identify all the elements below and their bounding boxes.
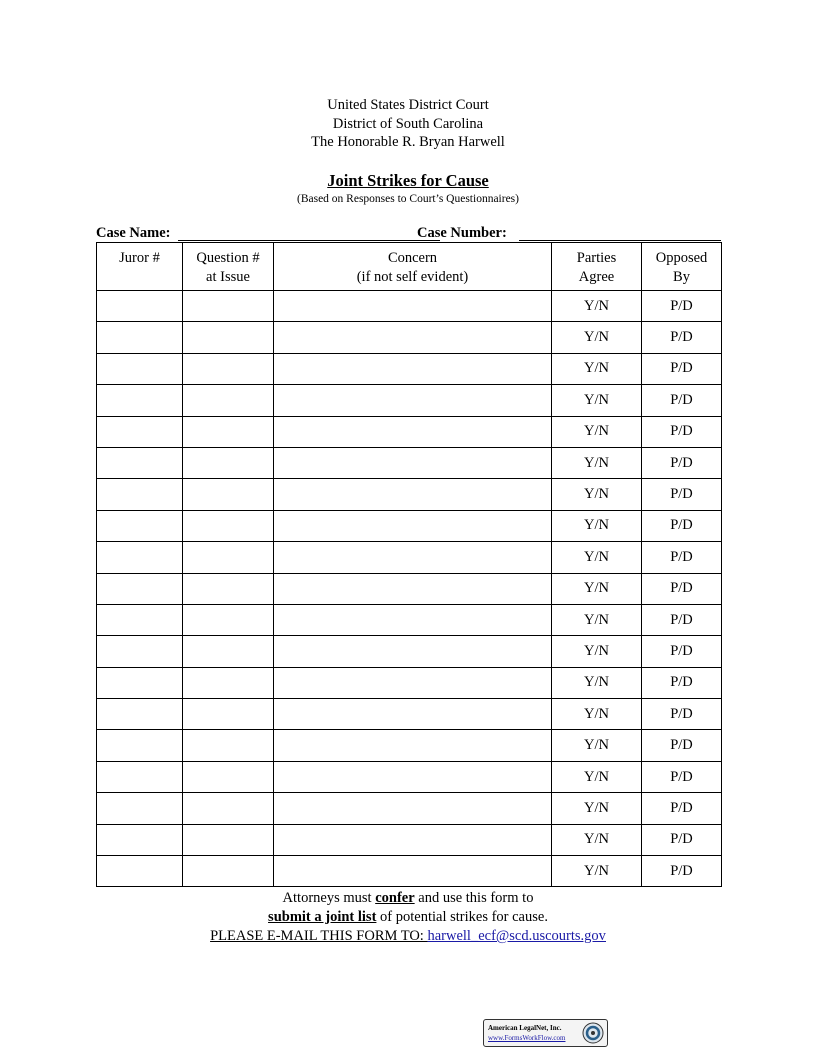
question-cell[interactable] — [183, 573, 274, 604]
opposed-by-cell[interactable]: P/D — [642, 385, 722, 416]
instruction-line-3: PLEASE E-MAIL THIS FORM TO: harwell_ecf@scd.uscourts.gov — [210, 928, 606, 944]
table-row — [97, 573, 722, 604]
instruction-line-2: submit a joint list of potential strikes for cause. — [268, 909, 548, 925]
concern-cell[interactable] — [274, 447, 552, 478]
form-subtitle: (Based on Responses to Court’s Questionnaires) — [297, 193, 519, 205]
opposed-by-cell[interactable]: P/D — [642, 636, 722, 667]
concern-cell[interactable] — [274, 636, 552, 667]
parties-agree-cell[interactable]: Y/N — [552, 510, 642, 541]
opposed-by-cell[interactable]: P/D — [642, 447, 722, 478]
court-header — [0, 96, 816, 152]
juror-cell[interactable] — [97, 479, 183, 510]
juror-cell[interactable] — [97, 353, 183, 384]
opposed-by-cell[interactable]: P/D — [642, 353, 722, 384]
opposed-by-cell[interactable]: P/D — [642, 761, 722, 792]
juror-cell[interactable] — [97, 416, 183, 447]
table-body — [97, 291, 722, 887]
concern-cell[interactable] — [274, 291, 552, 322]
instructions — [0, 889, 816, 946]
form-title-text: Joint Strikes for Cause — [327, 171, 489, 190]
table-row — [97, 542, 722, 573]
question-cell[interactable] — [183, 636, 274, 667]
opposed-by-cell[interactable]: P/D — [642, 291, 722, 322]
parties-agree-cell[interactable]: Y/N — [552, 856, 642, 887]
concern-cell[interactable] — [274, 856, 552, 887]
question-cell[interactable] — [183, 667, 274, 698]
opposed-by-cell[interactable]: P/D — [642, 573, 722, 604]
concern-cell[interactable] — [274, 793, 552, 824]
question-cell[interactable] — [183, 824, 274, 855]
concern-cell[interactable] — [274, 667, 552, 698]
publisher-badge[interactable] — [483, 1019, 608, 1047]
opposed-by-cell[interactable]: P/D — [642, 856, 722, 887]
parties-agree-cell[interactable]: Y/N — [552, 385, 642, 416]
question-cell[interactable] — [183, 542, 274, 573]
juror-column-header: Juror # — [97, 243, 183, 291]
question-column-header: Question # at Issue — [183, 243, 274, 291]
table-row — [97, 416, 722, 447]
concern-cell[interactable] — [274, 604, 552, 635]
parties-agree-cell[interactable]: Y/N — [552, 479, 642, 510]
publisher-url[interactable]: www.FormsWorkFlow.com — [488, 1034, 566, 1042]
table-row — [97, 824, 722, 855]
district-name: District of South Carolina — [332, 115, 484, 132]
juror-cell[interactable] — [97, 824, 183, 855]
parties-agree-cell[interactable]: Y/N — [552, 730, 642, 761]
question-cell[interactable] — [183, 322, 274, 353]
parties-agree-cell[interactable]: Y/N — [552, 667, 642, 698]
concern-cell[interactable] — [274, 542, 552, 573]
opposed-by-cell[interactable]: P/D — [642, 699, 722, 730]
instruction-line-1: Attorneys must confer and use this form to — [282, 890, 534, 906]
parties-agree-cell[interactable]: Y/N — [552, 322, 642, 353]
juror-cell[interactable] — [97, 322, 183, 353]
table-row — [97, 385, 722, 416]
table-row — [97, 447, 722, 478]
court-name: United States District Court — [327, 97, 489, 113]
strikes-table — [96, 242, 722, 887]
parties-agree-cell[interactable]: Y/N — [552, 604, 642, 635]
table-row — [97, 510, 722, 541]
case-number-label: Case Number: — [417, 225, 507, 241]
table-row — [97, 730, 722, 761]
email-link[interactable]: harwell_ecf@scd.uscourts.gov — [427, 928, 606, 944]
case-name-field[interactable] — [178, 240, 440, 241]
table-row — [97, 793, 722, 824]
question-cell[interactable] — [183, 385, 274, 416]
juror-cell[interactable] — [97, 856, 183, 887]
juror-cell[interactable] — [97, 667, 183, 698]
parties-agree-column-header: Parties Agree — [552, 243, 642, 291]
opposed-by-cell[interactable]: P/D — [642, 416, 722, 447]
juror-cell[interactable] — [97, 510, 183, 541]
concern-cell[interactable] — [274, 479, 552, 510]
juror-cell[interactable] — [97, 793, 183, 824]
judge-name: The Honorable R. Bryan Harwell — [311, 134, 505, 150]
parties-agree-cell[interactable]: Y/N — [552, 793, 642, 824]
opposed-by-cell[interactable]: P/D — [642, 542, 722, 573]
question-cell[interactable] — [183, 510, 274, 541]
parties-agree-cell[interactable]: Y/N — [552, 761, 642, 792]
juror-cell[interactable] — [97, 573, 183, 604]
table-row — [97, 856, 722, 887]
opposed-by-column-header: Opposed By — [642, 243, 722, 291]
question-cell[interactable] — [183, 604, 274, 635]
publisher-logo-icon — [582, 1022, 604, 1044]
parties-agree-cell[interactable]: Y/N — [552, 824, 642, 855]
parties-agree-cell[interactable]: Y/N — [552, 291, 642, 322]
juror-cell[interactable] — [97, 636, 183, 667]
table-header-row — [97, 243, 722, 291]
concern-column-header: Concern (if not self evident) — [274, 243, 552, 291]
parties-agree-cell[interactable]: Y/N — [552, 447, 642, 478]
opposed-by-cell[interactable]: P/D — [642, 479, 722, 510]
table-row — [97, 636, 722, 667]
concern-cell[interactable] — [274, 353, 552, 384]
question-cell[interactable] — [183, 793, 274, 824]
juror-cell[interactable] — [97, 730, 183, 761]
case-name-label: Case Name: — [96, 225, 171, 241]
concern-cell[interactable] — [274, 699, 552, 730]
table-row — [97, 479, 722, 510]
table-row — [97, 604, 722, 635]
concern-cell[interactable] — [274, 730, 552, 761]
table-row — [97, 322, 722, 353]
concern-cell[interactable] — [274, 573, 552, 604]
parties-agree-cell[interactable]: Y/N — [552, 542, 642, 573]
juror-cell[interactable] — [97, 447, 183, 478]
case-info-line — [96, 225, 721, 243]
table-row — [97, 761, 722, 792]
juror-cell[interactable] — [97, 385, 183, 416]
parties-agree-cell[interactable]: Y/N — [552, 353, 642, 384]
table-row — [97, 353, 722, 384]
opposed-by-cell[interactable]: P/D — [642, 604, 722, 635]
juror-cell[interactable] — [97, 761, 183, 792]
table-row — [97, 291, 722, 322]
table-row — [97, 667, 722, 698]
question-cell[interactable] — [183, 447, 274, 478]
juror-cell[interactable] — [97, 291, 183, 322]
parties-agree-cell[interactable]: Y/N — [552, 699, 642, 730]
question-cell[interactable] — [183, 291, 274, 322]
parties-agree-cell[interactable]: Y/N — [552, 573, 642, 604]
juror-cell[interactable] — [97, 699, 183, 730]
concern-cell[interactable] — [274, 761, 552, 792]
question-cell[interactable] — [183, 856, 274, 887]
opposed-by-cell[interactable]: P/D — [642, 322, 722, 353]
question-cell[interactable] — [183, 761, 274, 792]
concern-cell[interactable] — [274, 510, 552, 541]
question-cell[interactable] — [183, 479, 274, 510]
case-number-field[interactable] — [519, 240, 721, 241]
juror-cell[interactable] — [97, 542, 183, 573]
opposed-by-cell[interactable]: P/D — [642, 730, 722, 761]
question-cell[interactable] — [183, 699, 274, 730]
concern-cell[interactable] — [274, 385, 552, 416]
concern-cell[interactable] — [274, 824, 552, 855]
publisher-name: American LegalNet, Inc. — [488, 1024, 562, 1032]
juror-cell[interactable] — [97, 604, 183, 635]
opposed-by-cell[interactable]: P/D — [642, 824, 722, 855]
concern-cell[interactable] — [274, 322, 552, 353]
opposed-by-cell[interactable]: P/D — [642, 667, 722, 698]
question-cell[interactable] — [183, 353, 274, 384]
table-row — [97, 699, 722, 730]
concern-cell[interactable] — [274, 416, 552, 447]
parties-agree-cell[interactable]: Y/N — [552, 636, 642, 667]
question-cell[interactable] — [183, 730, 274, 761]
opposed-by-cell[interactable]: P/D — [642, 510, 722, 541]
opposed-by-cell[interactable]: P/D — [642, 793, 722, 824]
question-cell[interactable] — [183, 416, 274, 447]
form-title — [0, 171, 816, 191]
parties-agree-cell[interactable]: Y/N — [552, 416, 642, 447]
